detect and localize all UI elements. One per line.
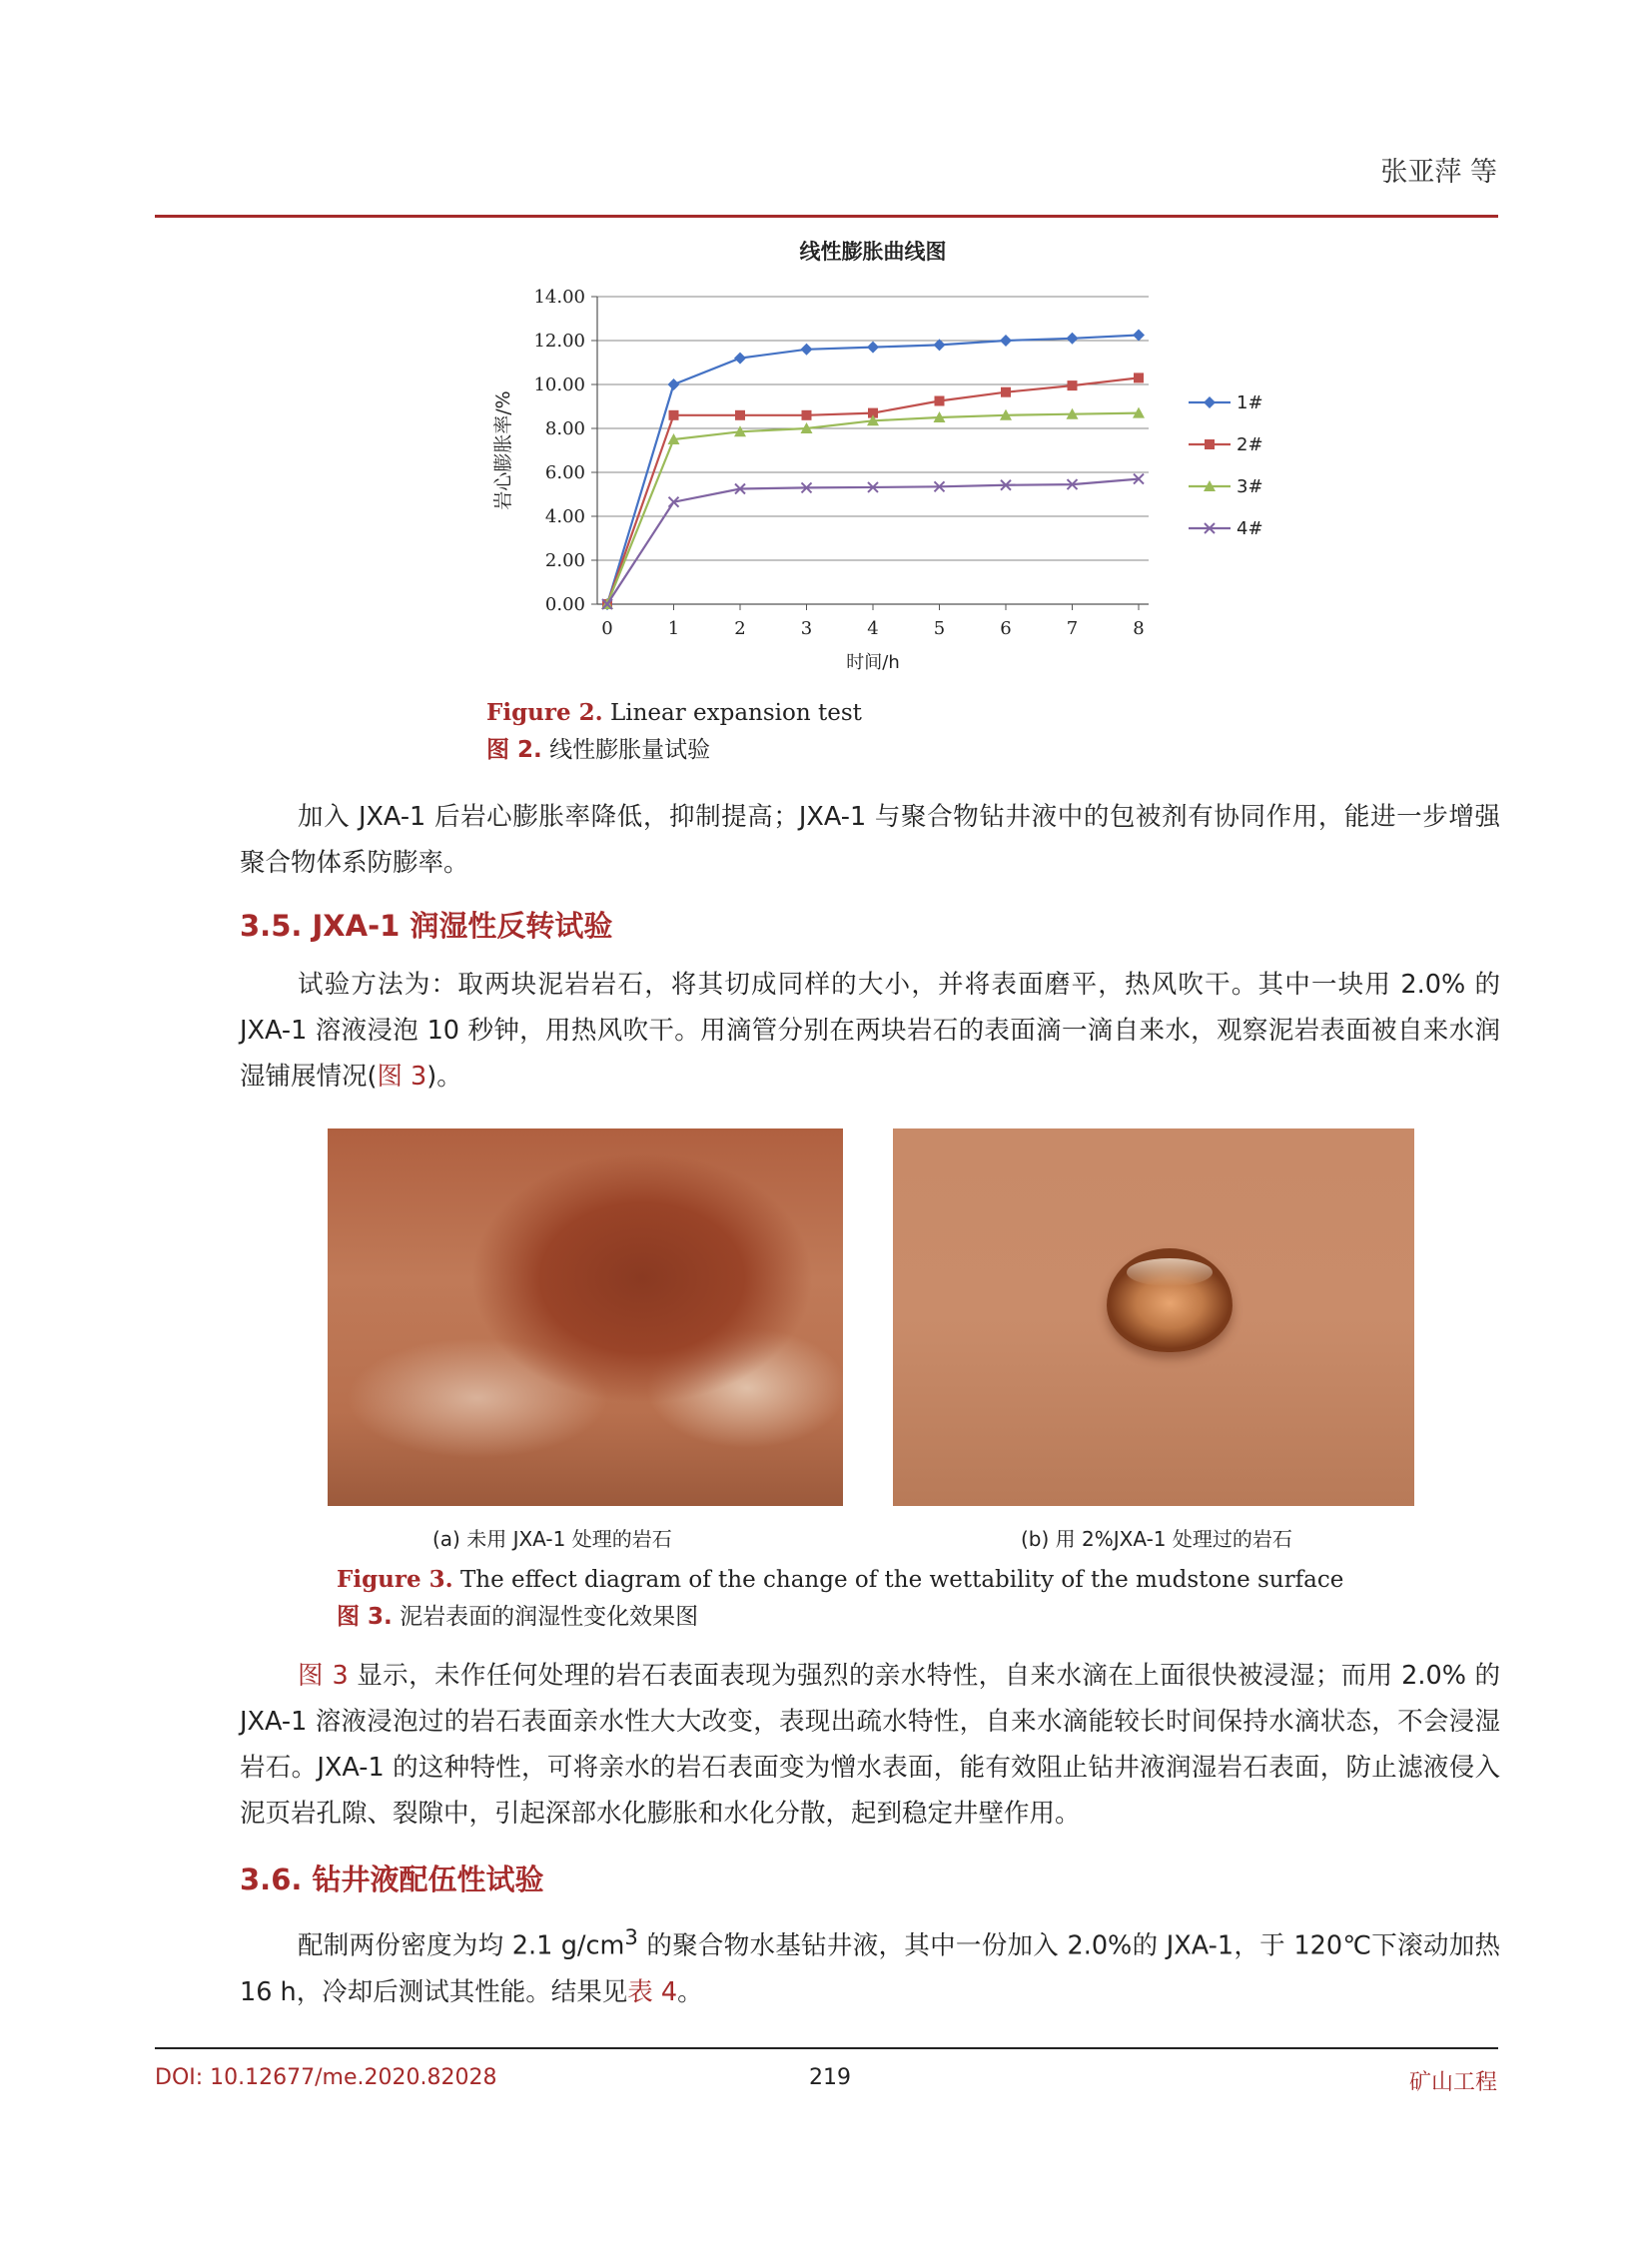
chart-title: 线性膨胀曲线图	[799, 240, 947, 264]
figure3-label-zh: 图 3.	[337, 1604, 393, 1630]
legend-marker-2	[1205, 439, 1215, 449]
x-tick-label: 4	[867, 618, 879, 639]
figure3-text-zh: 泥岩表面的润湿性变化效果图	[400, 1604, 699, 1630]
x-tick-label: 5	[933, 618, 946, 639]
footer-rule	[155, 2047, 1498, 2049]
footer-page-number: 219	[809, 2065, 851, 2090]
y-tick-label: 4.00	[544, 506, 585, 527]
untreated-rock-photo	[328, 1128, 843, 1506]
paragraph-2-text: 试验方法为：取两块泥岩岩石，将其切成同样的大小，并将表面磨平，热风吹干。其中一块用 2.0% 的 JXA-1 溶液浸泡 10 秒钟，用热风吹干。用滴管分别在两块岩石的表面滴一滴自来水，观察泥岩表面被自来水润湿铺展情况(	[240, 970, 1500, 1092]
series-line-3	[607, 413, 1139, 604]
section-3-6-heading: 3.6. 钻井液配伍性试验	[240, 1863, 544, 1896]
data-point-series-2	[669, 410, 679, 420]
paragraph-4-end: 。	[677, 1976, 703, 2007]
figure3-link-2[interactable]: 图 3	[298, 1661, 349, 1691]
figure3-label-en: Figure 3.	[337, 1566, 453, 1593]
figure3-caption-en	[337, 1566, 1343, 1593]
water-droplet	[1107, 1248, 1233, 1352]
section-3-5-heading: 3.5. JXA-1 润湿性反转试验	[240, 909, 613, 943]
data-point-series-1	[1000, 335, 1012, 347]
y-tick-label: 12.00	[533, 331, 585, 352]
y-axis-label: 岩心膨胀率/%	[492, 390, 514, 510]
y-tick-label: 8.00	[544, 418, 585, 439]
chart-svg	[469, 225, 1308, 694]
linear-expansion-chart	[469, 225, 1308, 694]
x-tick-label: 0	[601, 618, 613, 639]
paragraph-3	[240, 1653, 1500, 1837]
data-point-series-1	[734, 353, 746, 365]
paragraph-4-text-b: 的聚合物水基钻井液，其中一份加入 2.0%的 JXA-1，于 120℃下滚动加热 16 h，冷却后测试其性能。结果见	[240, 1930, 1500, 2007]
series-line-4	[607, 479, 1139, 604]
data-point-series-1	[1067, 333, 1079, 345]
paragraph-3-text: 显示，未作任何处理的岩石表面表现为强烈的亲水特性，自来水滴在上面很快被浸湿；而用 2.0% 的 JXA-1 溶液浸泡过的岩石表面亲水性大大改变，表现出疏水特性，自来水滴能较长时间保持水滴状态，不会浸湿岩石。JXA-1 的这种特性，可将亲水的岩石表面变为憎水表面，能有效阻止钻井液润湿岩石表面，防止滤液侵入泥页岩孔隙、裂隙中，引起深部水化膨胀和水化分散，起到稳定井壁作用。	[240, 1661, 1500, 1829]
figure2-caption-zh	[486, 731, 710, 764]
data-point-series-1	[867, 342, 879, 354]
data-point-series-2	[1068, 380, 1078, 390]
paragraph-1: 加入 JXA-1 后岩心膨胀率降低，抑制提高；JXA-1 与聚合物钻井液中的包被剂有协同作用，能进一步增强聚合物体系防膨率。	[240, 802, 1500, 878]
subfigure-a-label: (a) 未用 JXA-1 处理的岩石	[432, 1527, 672, 1551]
x-tick-label: 7	[1066, 618, 1079, 639]
figure3-text-en: The effect diagram of the change of the wettability of the mudstone surface	[452, 1567, 1344, 1593]
figure2-label-zh: 图 2.	[486, 737, 542, 763]
x-tick-label: 6	[1000, 618, 1012, 639]
x-axis-label: 时间/h	[846, 652, 900, 673]
figure2-caption-en	[486, 699, 862, 726]
footer-journal: 矿山工程	[1408, 2070, 1497, 2095]
y-tick-label: 14.00	[533, 287, 585, 308]
figure3-caption-zh	[337, 1598, 698, 1631]
legend-label-1: 1#	[1237, 392, 1263, 413]
superscript-3: 3	[624, 1925, 638, 1950]
data-point-series-1	[668, 378, 680, 390]
legend-label-2: 2#	[1237, 434, 1263, 455]
figure3-link[interactable]: 图 3	[377, 1062, 427, 1092]
data-point-series-2	[1001, 387, 1011, 397]
paragraph-4	[240, 1915, 1500, 2015]
paragraph-2-end: )。	[426, 1062, 462, 1092]
x-tick-label: 2	[734, 618, 746, 639]
legend-label-3: 3#	[1237, 476, 1263, 497]
figure2-text-zh: 线性膨胀量试验	[549, 737, 711, 763]
y-tick-label: 2.00	[544, 550, 585, 571]
y-tick-label: 6.00	[544, 462, 585, 483]
data-point-series-1	[1133, 330, 1145, 342]
data-point-series-2	[935, 396, 945, 406]
y-tick-label: 0.00	[544, 594, 585, 615]
subfigure-b-label: (b) 用 2%JXA-1 处理过的岩石	[1021, 1527, 1292, 1551]
footer-doi[interactable]: DOI: 10.12677/me.2020.82028	[155, 2065, 497, 2090]
data-point-series-2	[735, 410, 745, 420]
series-line-1	[607, 336, 1139, 605]
header-author: 张亚萍 等	[1380, 157, 1497, 188]
figure2-label-en: Figure 2.	[486, 699, 603, 726]
legend-marker-1	[1204, 396, 1216, 408]
treated-rock-photo	[893, 1128, 1414, 1506]
figure2-text-en: Linear expansion test	[602, 700, 862, 726]
paragraph-2	[240, 962, 1500, 1100]
data-point-series-2	[1134, 373, 1144, 382]
x-tick-label: 3	[800, 618, 813, 639]
data-point-series-2	[802, 410, 812, 420]
x-tick-label: 1	[667, 618, 680, 639]
paragraph-4-text-a: 配制两份密度为均 2.1 g/cm	[298, 1930, 625, 1961]
x-tick-label: 8	[1133, 618, 1145, 639]
legend-label-4: 4#	[1237, 518, 1263, 539]
header-rule	[155, 215, 1498, 218]
table4-link[interactable]: 表 4	[627, 1976, 678, 2007]
data-point-series-1	[801, 344, 813, 356]
y-tick-label: 10.00	[533, 374, 585, 395]
